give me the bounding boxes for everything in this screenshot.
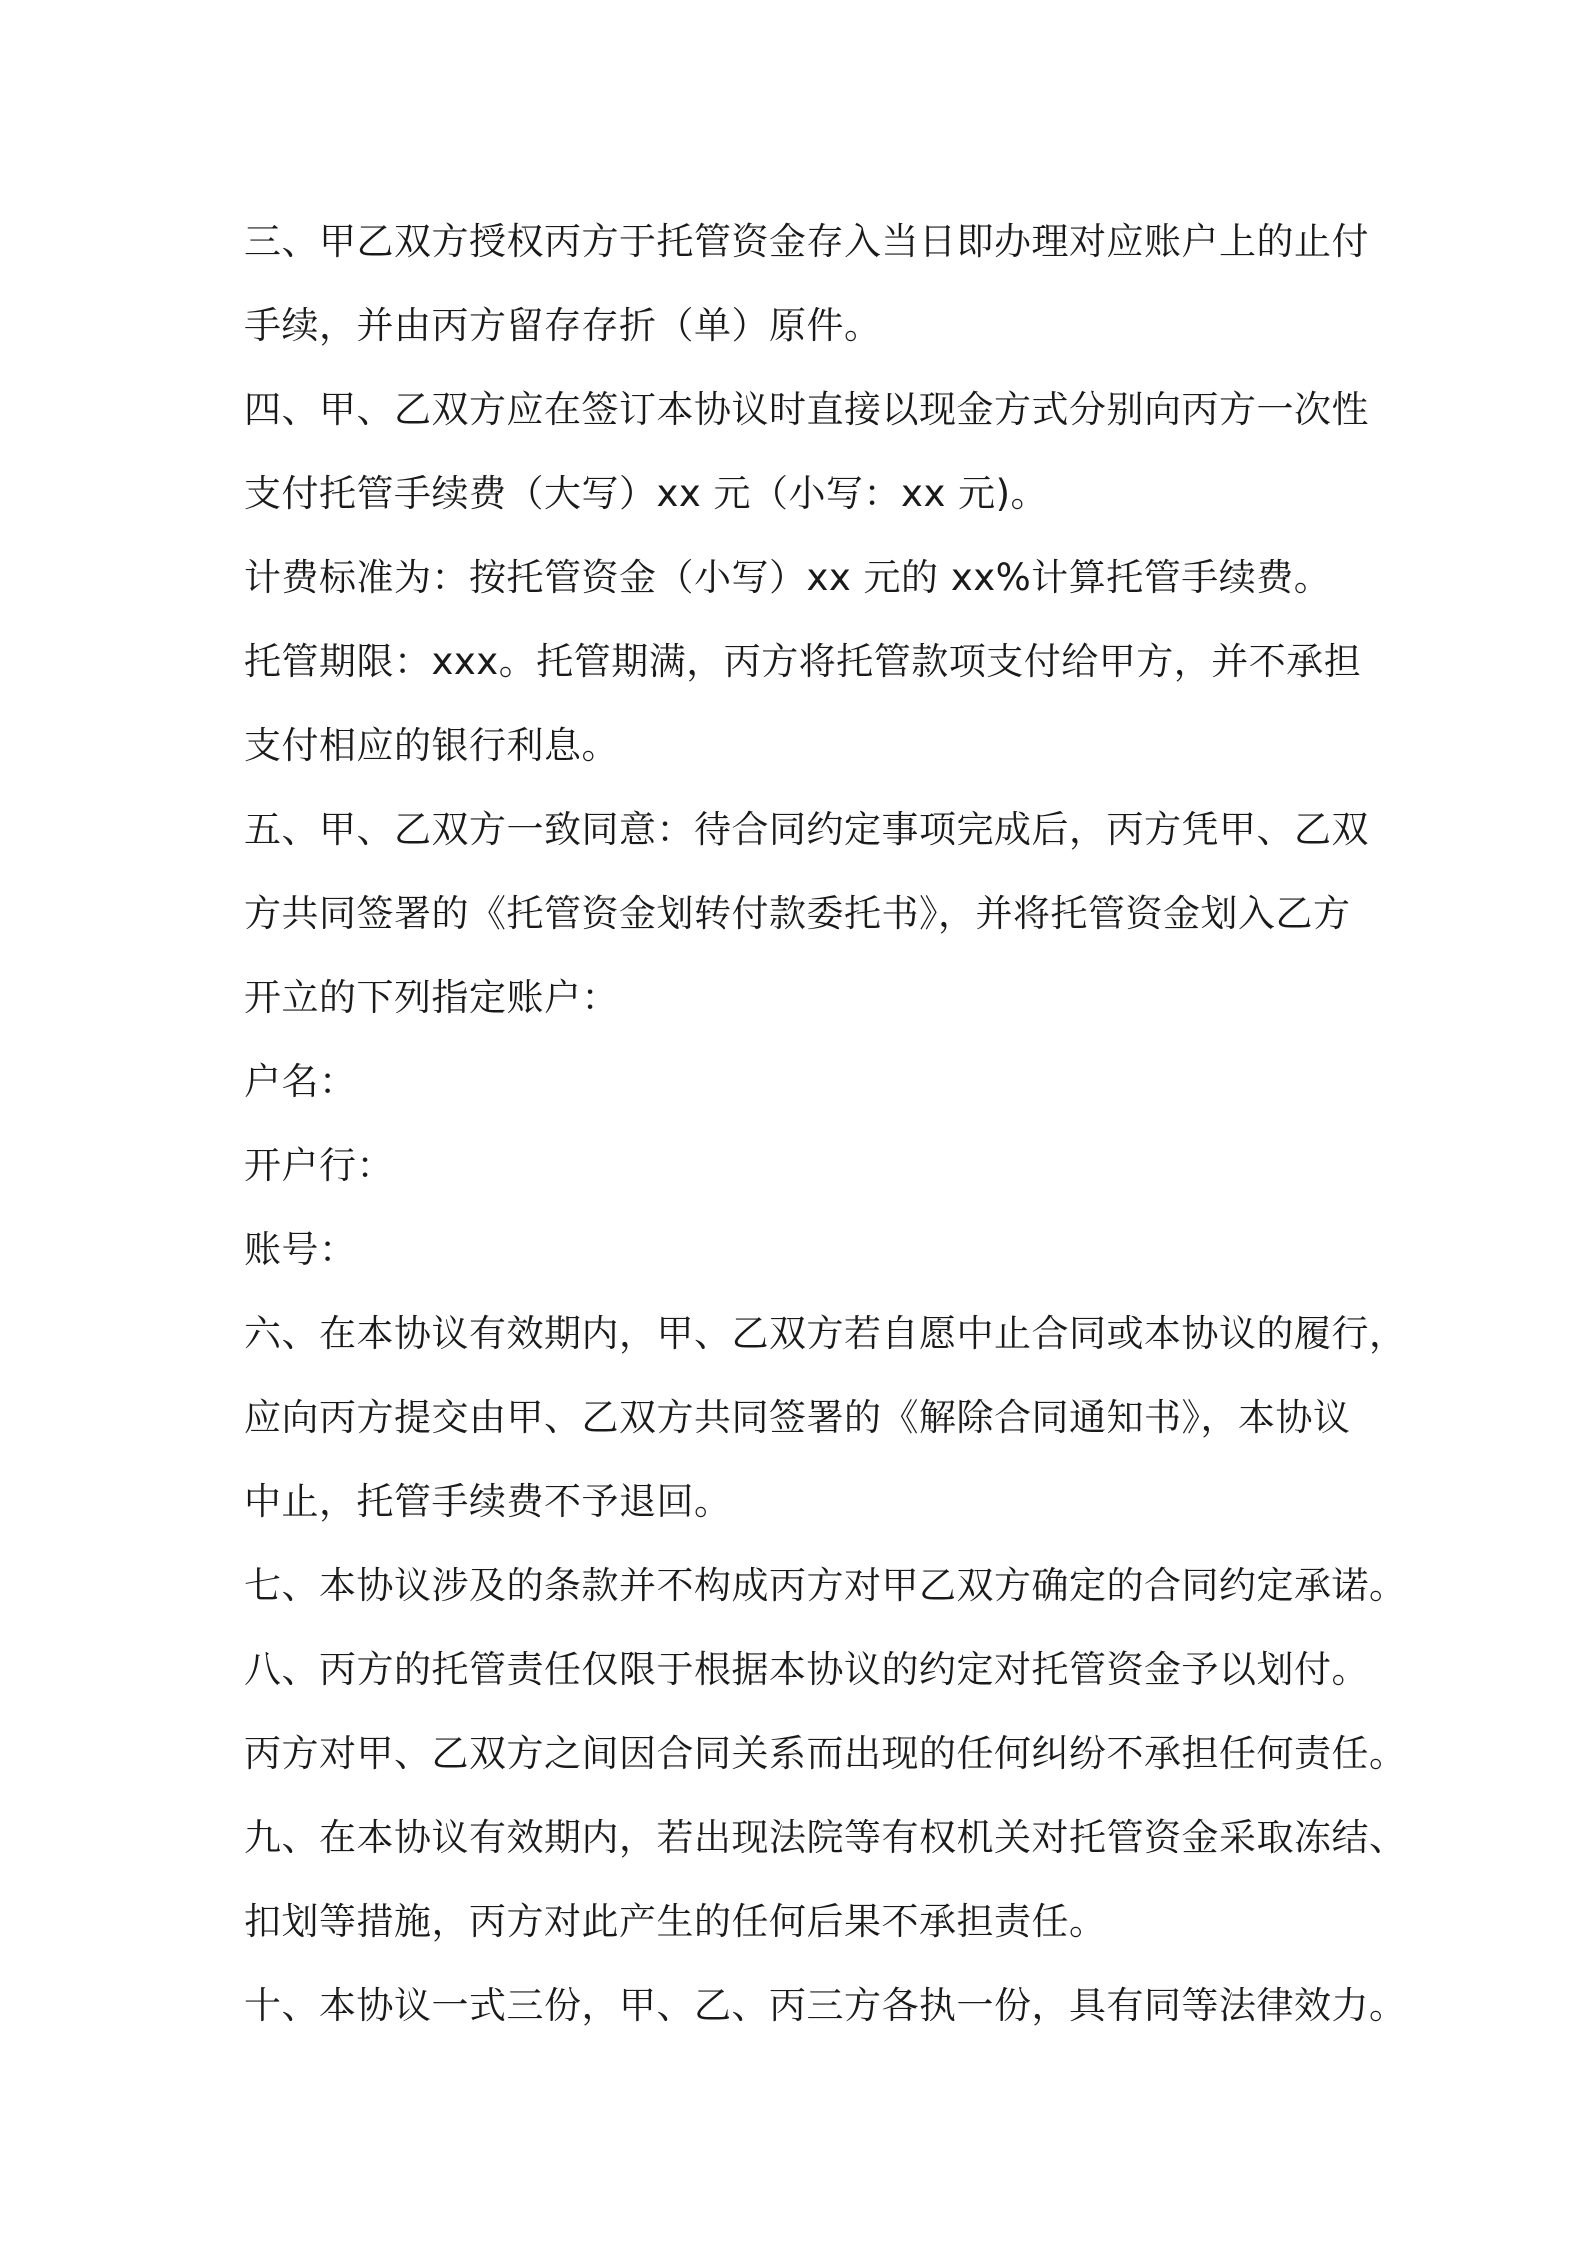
clause-9-line-2: 扣划等措施，丙方对此产生的任何后果不承担责任。 [244, 1900, 1107, 1943]
account-number-field: 账号： [244, 1228, 357, 1271]
clause-4-line-1: 四、甲、乙双方应在签订本协议时直接以现金方式分别向丙方一次性 [244, 388, 1369, 431]
clause-9-line-1: 九、在本协议有效期内，若出现法院等有权机关对托管资金采取冻结、 [244, 1816, 1407, 1859]
clause-6-line-2: 应向丙方提交由甲、乙双方共同签署的《解除合同通知书》，本协议 [244, 1396, 1351, 1439]
document-body [244, 200, 1407, 2048]
clause-10-line-1: 十、本协议一式三份，甲、乙、丙三方各执一份，具有同等法律效力。 [244, 1984, 1407, 2027]
clause-4-line-2: 支付托管手续费（大写）xx 元（小写：xx 元)。 [244, 472, 1049, 515]
bank-field: 开户行： [244, 1144, 394, 1187]
custody-term-line-2: 支付相应的银行利息。 [244, 724, 619, 767]
clause-3-line-2: 手续，并由丙方留存存折（单）原件。 [244, 304, 882, 347]
clause-8-line-1: 八、丙方的托管责任仅限于根据本协议的约定对托管资金予以划付。 [244, 1648, 1369, 1691]
fee-standard-line: 计费标准为：按托管资金（小写）xx 元的 xx%计算托管手续费。 [244, 556, 1332, 599]
clause-5-line-1: 五、甲、乙双方一致同意：待合同约定事项完成后，丙方凭甲、乙双 [244, 808, 1369, 851]
clause-6-line-1: 六、在本协议有效期内，甲、乙双方若自愿中止合同或本协议的履行， [244, 1312, 1407, 1355]
account-name-field: 户名： [244, 1060, 357, 1103]
clause-8-line-2: 丙方对甲、乙双方之间因合同关系而出现的任何纠纷不承担任何责任。 [244, 1732, 1407, 1775]
clause-5-line-2: 方共同签署的《托管资金划转付款委托书》，并将托管资金划入乙方 [244, 892, 1351, 935]
clause-6-line-3: 中止，托管手续费不予退回。 [244, 1480, 732, 1523]
custody-term-line-1: 托管期限：xxx。托管期满，丙方将托管款项支付给甲方，并不承担 [244, 640, 1362, 683]
clause-5-line-3: 开立的下列指定账户： [244, 976, 619, 1019]
clause-3-line-1: 三、甲乙双方授权丙方于托管资金存入当日即办理对应账户上的止付 [244, 220, 1369, 263]
clause-7-line-1: 七、本协议涉及的条款并不构成丙方对甲乙双方确定的合同约定承诺。 [244, 1564, 1407, 1607]
